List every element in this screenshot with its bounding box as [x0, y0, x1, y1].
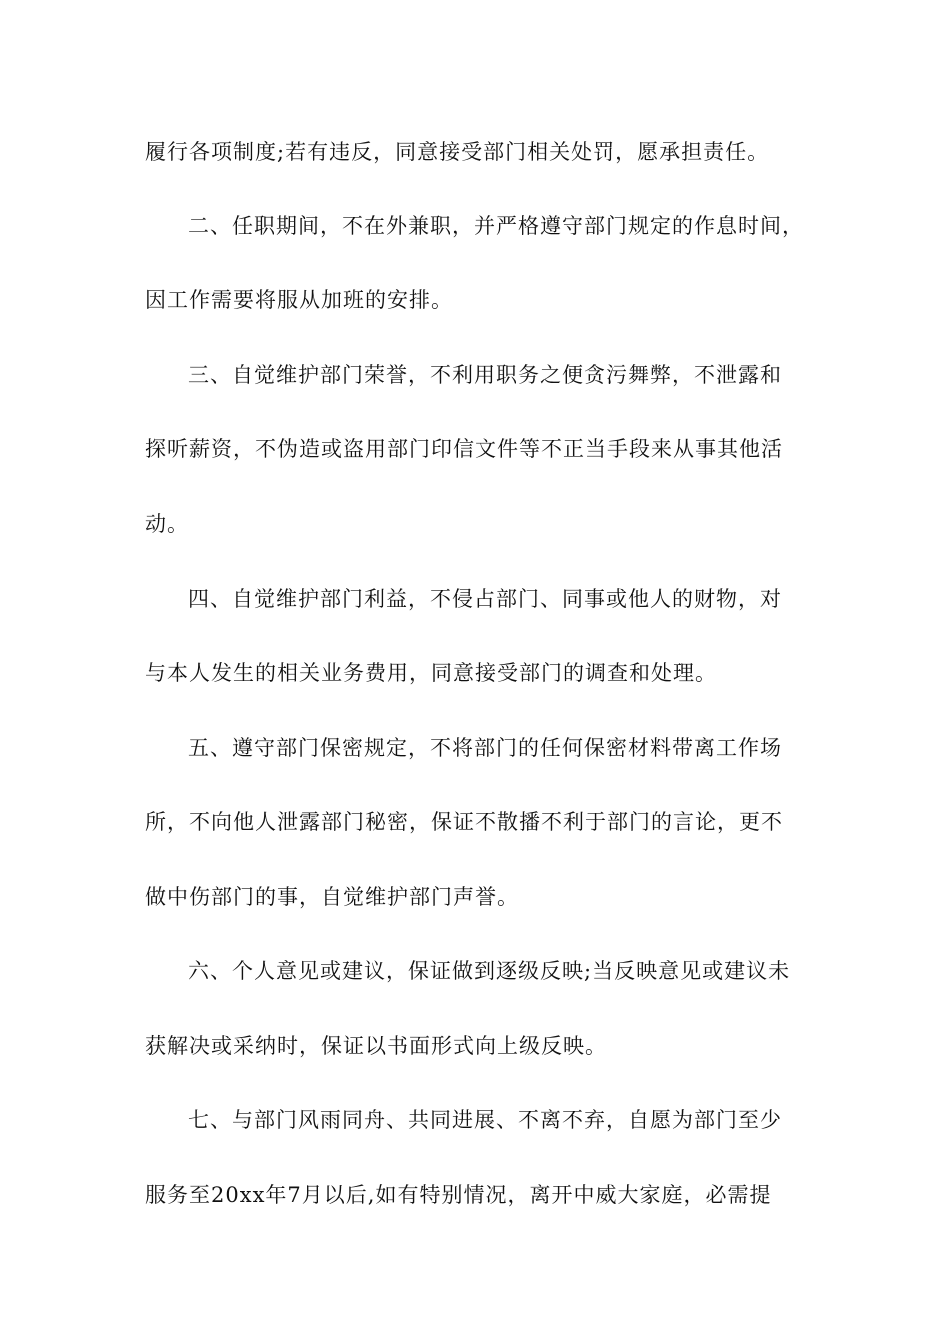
paragraph-3-line-1: 三、自觉维护部门荣誉，不利用职务之便贪污舞弊，不泄露和	[188, 363, 782, 387]
paragraph-5-line-2: 所，不向他人泄露部门秘密，保证不散播不利于部门的言论，更不	[145, 810, 783, 834]
paragraph-2-line-1: 二、任职期间，不在外兼职，并严格遵守部门规定的作息时间，	[188, 214, 804, 238]
paragraph-4-line-2: 与本人发生的相关业务费用，同意接受部门的调查和处理。	[145, 661, 717, 685]
paragraph-5-line-1: 五、遵守部门保密规定，不将部门的任何保密材料带离工作场	[188, 736, 782, 760]
paragraph-3-line-3: 动。	[145, 512, 189, 536]
paragraph-5-line-3: 做中伤部门的事，自觉维护部门声誉。	[145, 885, 519, 909]
paragraph-7-line-2: 服务至20xx年7月以后,如有特别情况，离开中威大家庭，必需提	[145, 1183, 772, 1207]
paragraph-2-line-2: 因工作需要将服从加班的安排。	[145, 288, 453, 312]
paragraph-4-line-1: 四、自觉维护部门利益，不侵占部门、同事或他人的财物，对	[188, 587, 782, 611]
paragraph-6-line-1: 六、个人意见或建议，保证做到逐级反映;当反映意见或建议未	[188, 959, 791, 983]
text-line-1: 履行各项制度;若有违反，同意接受部门相关处罚，愿承担责任。	[145, 140, 770, 164]
paragraph-7-line-1: 七、与部门风雨同舟、共同进展、不离不弃，自愿为部门至少	[188, 1108, 782, 1132]
paragraph-3-line-2: 探听薪资，不伪造或盗用部门印信文件等不正当手段来从事其他活	[145, 437, 783, 461]
paragraph-6-line-2: 获解决或采纳时，保证以书面形式向上级反映。	[145, 1034, 607, 1058]
